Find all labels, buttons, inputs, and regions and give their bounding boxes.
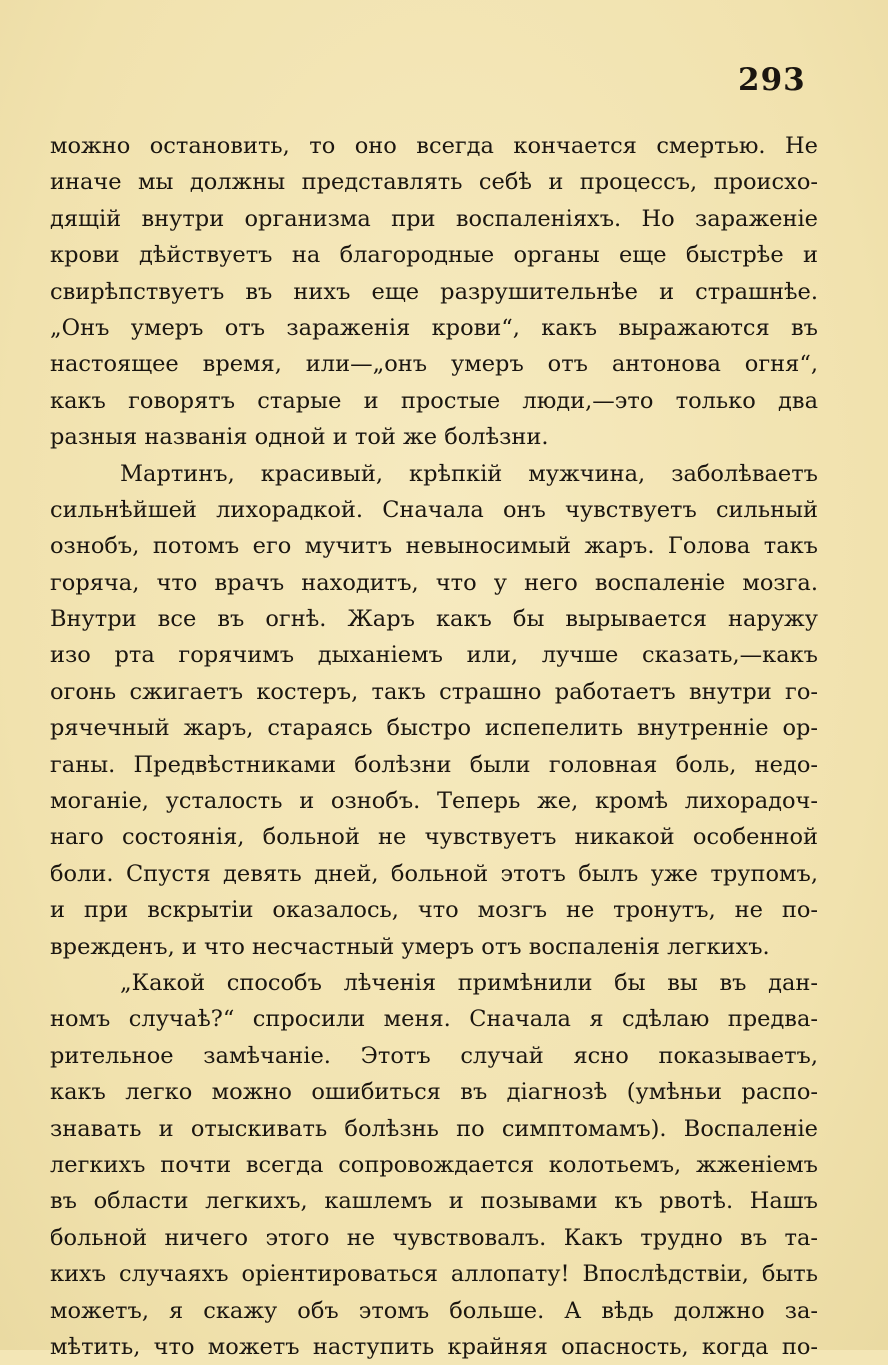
text-line: врежденъ, и что несчастный умеръ отъ воспаленія легкихъ. bbox=[50, 933, 770, 960]
text-line: кихъ случаяхъ оріентироваться аллопату! Впослѣдствіи, быть bbox=[50, 1261, 818, 1288]
text-line: въ области легкихъ, кашлемъ и позывами къ рвотѣ. Нашъ bbox=[50, 1188, 818, 1215]
text-line: разныя названія одной и той же болѣзни. bbox=[50, 424, 549, 451]
text-line: ознобъ, потомъ его мучитъ невыносимый жаръ. Голова такъ bbox=[50, 533, 818, 560]
text-line: иначе мы должны представлять себѣ и процессъ, происхо- bbox=[50, 169, 818, 196]
text-line: изо рта горячимъ дыханіемъ или, лучше сказать,—какъ bbox=[50, 642, 818, 669]
text-line: больной ничего этого не чувствовалъ. Какъ трудно въ та- bbox=[50, 1224, 818, 1251]
text-line: можно остановить, то оно всегда кончается смертью. Не bbox=[50, 133, 818, 159]
text-line: легкихъ почти всегда сопровождается колотьемъ, жженіемъ bbox=[50, 1151, 818, 1178]
text-line: какъ легко можно ошибиться въ діагнозѣ (умѣньи распо- bbox=[50, 1079, 818, 1106]
text-line: какъ говорятъ старые и простые люди,—это только два bbox=[50, 387, 818, 414]
text-line: сильнѣйшей лихорадкой. Сначала онъ чувствуетъ сильный bbox=[50, 496, 818, 523]
text-line: моганіе, усталость и ознобъ. Теперь же, кромѣ лихорадоч- bbox=[50, 788, 818, 815]
text-line: мѣтить, что можетъ наступить крайняя опасность, когда по- bbox=[50, 1333, 818, 1360]
text-line: ганы. Предвѣстниками болѣзни были головная боль, недо- bbox=[50, 751, 818, 778]
text-line: крови дѣйствуетъ на благородные органы еще быстрѣе и bbox=[50, 242, 818, 269]
text-line: „Онъ умеръ отъ зараженія крови“, какъ выражаются въ bbox=[50, 314, 818, 341]
text-line: и при вскрытіи оказалось, что мозгъ не тронутъ, не по- bbox=[50, 897, 818, 924]
paragraph-start-line: „Какой способъ лѣченія примѣнили бы вы въ дан- bbox=[120, 969, 818, 996]
text-line: рительное замѣчаніе. Этотъ случай ясно показываетъ, bbox=[50, 1042, 818, 1069]
text-line: наго состоянія, больной не чувствуетъ никакой особенной bbox=[50, 824, 818, 851]
text-line: можетъ, я скажу объ этомъ больше. А вѣдь должно за- bbox=[50, 1297, 818, 1324]
text-line: рячечный жаръ, стараясь быстро испепелить внутренніе ор- bbox=[50, 715, 818, 742]
text-line: настоящее время, или—„онъ умеръ отъ антонова огня“, bbox=[50, 351, 818, 378]
text-line: свирѣпствуетъ въ нихъ еще разрушительнѣе и страшнѣе. bbox=[50, 278, 818, 305]
paragraph-start-line: Мартинъ, красивый, крѣпкій мужчина, заболѣваетъ bbox=[120, 460, 818, 487]
text-line: номъ случаѣ?“ спросили меня. Сначала я сдѣлаю предва- bbox=[50, 1006, 818, 1033]
text-line: огонь сжигаетъ костеръ, такъ страшно работаетъ внутри го- bbox=[50, 678, 818, 705]
body-text bbox=[50, 128, 818, 1365]
text-line: дящій внутри организма при воспаленіяхъ. Но зараженіе bbox=[50, 205, 818, 232]
text-line: знавать и отыскивать болѣзнь по симптомамъ). Воспаленіе bbox=[50, 1115, 818, 1142]
text-line: Внутри все въ огнѣ. Жаръ какъ бы вырывается наружу bbox=[50, 606, 818, 633]
text-line: боли. Спустя девять дней, больной этотъ былъ уже трупомъ, bbox=[50, 860, 818, 887]
page-number: 293 bbox=[738, 62, 806, 98]
text-line: горяча, что врачъ находитъ, что у него воспаленіе мозга. bbox=[50, 569, 818, 596]
